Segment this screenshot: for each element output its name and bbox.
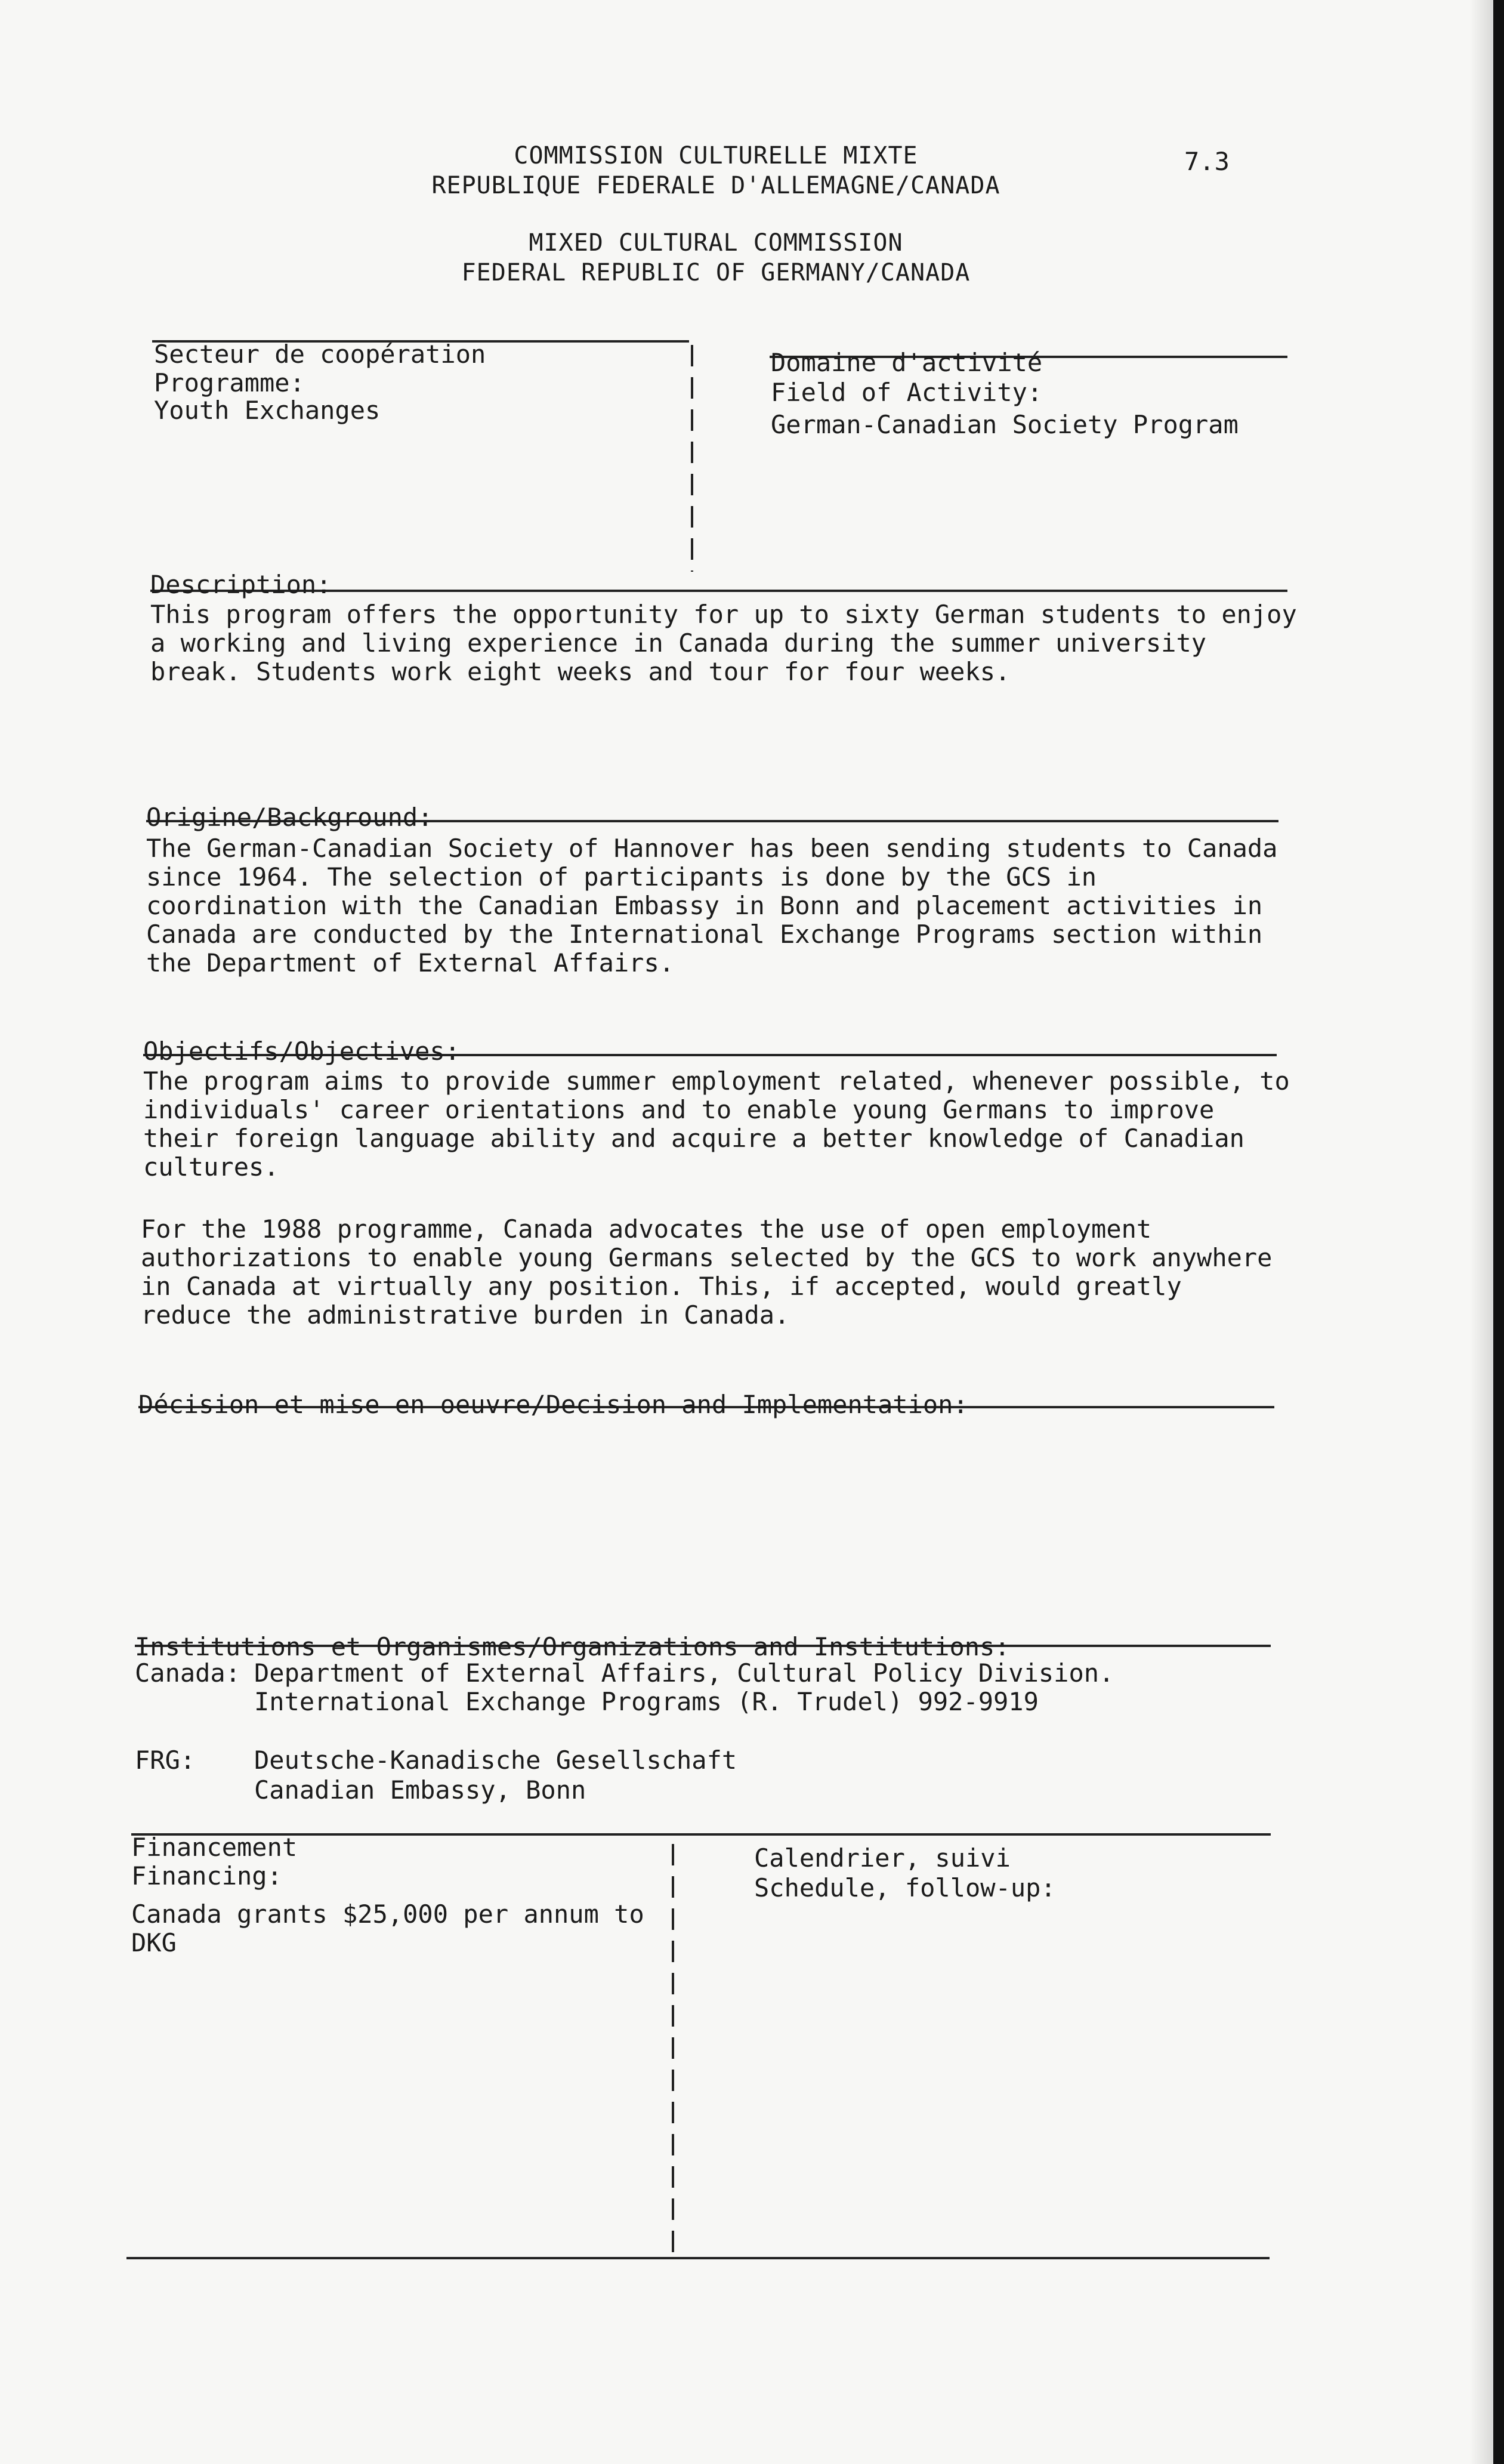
financing-label-fr: Financement (131, 1833, 298, 1862)
institutions-heading: Institutions et Organismes/Organizations and Institutions: (135, 1632, 1010, 1661)
institutions-canada-label: Canada: (135, 1658, 241, 1688)
financing-label-en: Financing: (131, 1861, 282, 1891)
objectives-heading: Objectifs/Objectives: (143, 1037, 461, 1066)
form-bottom-rule (126, 2257, 1270, 2259)
activity-label-fr: Domaine d'activité (771, 348, 1043, 377)
objectives-text-1: The program aims to provide summer employment related, whenever possible, to individuals' career orientations and to enable young Germans to improve their foreign language ability and acquire a better knowledge of Canadian cultures. (143, 1066, 1290, 1182)
activity-label-en: Field of Activity: (771, 378, 1043, 407)
financing-divider (672, 1844, 674, 2256)
decision-heading: Décision et mise en oeuvre/Decision and Implementation: (138, 1390, 968, 1419)
header-en-line2: FEDERAL REPUBLIC OF GERMANY/CANADA (461, 259, 971, 286)
page-number: 7.3 (1184, 147, 1230, 176)
scan-edge (1493, 0, 1504, 2464)
background-heading: Origine/Background: (146, 803, 433, 832)
program-label-en: Programme: (154, 368, 305, 397)
description-heading: Description: (150, 570, 332, 599)
header-fr-line1: COMMISSION CULTURELLE MIXTE (514, 142, 918, 169)
program-value: Youth Exchanges (154, 396, 381, 425)
institutions-frg-label: FRG: (135, 1746, 196, 1775)
program-label-fr: Secteur de coopération (154, 340, 486, 369)
page-edge-shadow (1469, 0, 1493, 2464)
program-divider (691, 345, 693, 572)
header-en-line1: MIXED CULTURAL COMMISSION (529, 229, 903, 257)
schedule-label-en: Schedule, follow-up: (754, 1873, 1056, 1902)
schedule-label-fr: Calendrier, suivi (754, 1843, 1011, 1873)
background-text: The German-Canadian Society of Hannover has been sending students to Canada since 1964. The selection of participants is done by the GCS in coordination with the Canadian Embassy in Bonn and placement activities in Canada are conducted by the International Exchange Programs section within the Department of External Affairs. (146, 834, 1278, 977)
description-text: This program offers the opportunity for up to sixty German students to enjoy a working and living experience in Canada during the summer university break. Students work eight weeks and tour for four weeks. (150, 600, 1297, 686)
financing-top-rule (131, 1833, 1271, 1836)
activity-value: German-Canadian Society Program (771, 410, 1239, 439)
institutions-frg-line2: Canadian Embassy, Bonn (254, 1775, 586, 1805)
financing-text: Canada grants $25,000 per annum to DKG (131, 1899, 644, 1957)
institutions-frg-line1: Deutsche-Kanadische Gesellschaft (254, 1746, 737, 1775)
objectives-text-2: For the 1988 programme, Canada advocates the use of open employment authorizations to enable young Germans selected by the GCS to work anywhere in Canada at virtually any position. This, if accepted, would greatly reduce the administrative burden in Canada. (141, 1214, 1273, 1330)
header-fr-line2: REPUBLIQUE FEDERALE D'ALLEMAGNE/CANADA (431, 172, 1000, 199)
institutions-canada-line2: International Exchange Programs (R. Trudel) 992-9919 (254, 1687, 1039, 1716)
institutions-canada-line1: Department of External Affairs, Cultural Policy Division. (254, 1658, 1114, 1688)
